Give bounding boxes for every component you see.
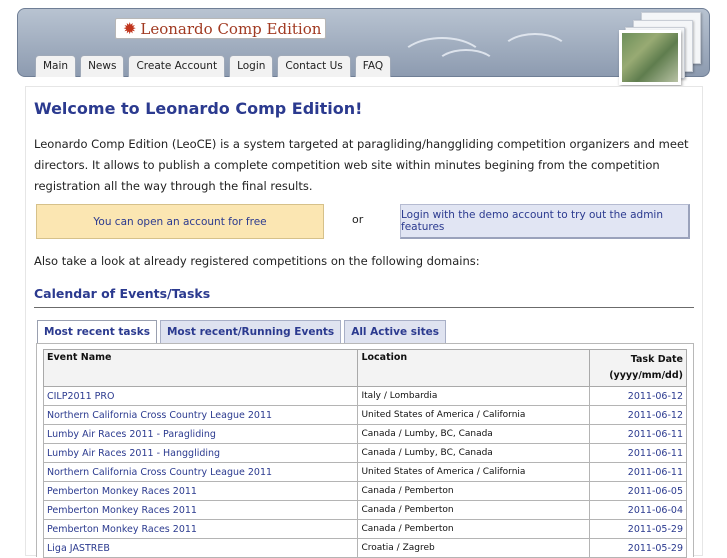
table-row xyxy=(44,406,687,425)
main-content xyxy=(25,86,703,556)
column-header-event[interactable]: Event Name xyxy=(44,350,358,387)
nav-tab-main[interactable]: Main xyxy=(35,55,76,77)
table-row xyxy=(44,482,687,501)
table-row xyxy=(44,425,687,444)
table-row xyxy=(44,387,687,406)
tab-running-events[interactable]: Most recent/Running Events xyxy=(160,320,341,343)
table-row xyxy=(44,539,687,558)
nav-tab-create-account[interactable]: Create Account xyxy=(128,55,225,77)
location-cell: Italy / Lombardia xyxy=(358,387,590,406)
task-date-link[interactable]: 2011-05-29 xyxy=(590,520,687,539)
events-panel xyxy=(36,343,694,557)
map-thumbnail xyxy=(619,30,681,85)
nav-tab-login[interactable]: Login xyxy=(229,55,273,77)
column-header-date[interactable] xyxy=(590,350,687,387)
task-date-link[interactable]: 2011-06-11 xyxy=(590,425,687,444)
table-row xyxy=(44,501,687,520)
table-header-row xyxy=(44,350,687,387)
location-cell: Croatia / Zagreb xyxy=(358,539,590,558)
paraglider-star-icon: ✹ xyxy=(123,18,137,38)
decorative-arc xyxy=(435,49,497,83)
intro-paragraph: Leonardo Comp Edition (LeoCE) is a system targeted at paragliding/hanggliding competition organizers and meet directors. It allows to publish a complete competition web site within minutes begining from the competition registration all the way through the final results. xyxy=(34,137,689,193)
location-cell: Canada / Pemberton xyxy=(358,482,590,501)
nav-tab-contact-us[interactable]: Contact Us xyxy=(277,55,350,77)
event-link[interactable]: Lumby Air Races 2011 - Hanggliding xyxy=(44,444,358,463)
task-date-link[interactable]: 2011-06-11 xyxy=(590,444,687,463)
column-header-location[interactable]: Location xyxy=(358,350,590,387)
tab-active-sites[interactable]: All Active sites xyxy=(344,320,446,343)
decorative-arc xyxy=(500,33,570,73)
demo-login-button[interactable]: Login with the demo account to try out the admin features xyxy=(400,204,690,239)
task-date-link[interactable]: 2011-06-12 xyxy=(590,406,687,425)
event-link[interactable]: Liga JASTREB xyxy=(44,539,358,558)
or-separator: or xyxy=(352,213,364,226)
table-row xyxy=(44,520,687,539)
column-header-date-line1: Task Date xyxy=(630,354,683,365)
event-link[interactable]: Northern California Cross Country League 2011 xyxy=(44,406,358,425)
calendar-tabs xyxy=(37,320,446,344)
event-link[interactable]: CILP2011 PRO xyxy=(44,387,358,406)
site-logo[interactable] xyxy=(115,18,326,39)
location-cell: Canada / Pemberton xyxy=(358,520,590,539)
task-date-link[interactable]: 2011-06-11 xyxy=(590,463,687,482)
event-link[interactable]: Pemberton Monkey Races 2011 xyxy=(44,520,358,539)
logo-text: Leonardo Comp Edition xyxy=(140,19,322,38)
task-date-link[interactable]: 2011-06-04 xyxy=(590,501,687,520)
location-cell: Canada / Lumby, BC, Canada xyxy=(358,444,590,463)
event-link[interactable]: Northern California Cross Country League 2011 xyxy=(44,463,358,482)
main-nav xyxy=(35,55,391,77)
location-cell: United States of America / California xyxy=(358,406,590,425)
divider xyxy=(34,307,694,308)
nav-tab-news[interactable]: News xyxy=(80,55,124,77)
domains-text: Also take a look at already registered competitions on the following domains: xyxy=(34,254,480,268)
open-account-button[interactable]: You can open an account for free xyxy=(36,204,324,239)
calendar-title: Calendar of Events/Tasks xyxy=(34,286,211,301)
task-date-link[interactable]: 2011-06-12 xyxy=(590,387,687,406)
location-cell: Canada / Pemberton xyxy=(358,501,590,520)
column-header-date-line2: (yyyy/mm/dd) xyxy=(609,370,683,381)
event-link[interactable]: Pemberton Monkey Races 2011 xyxy=(44,501,358,520)
task-date-link[interactable]: 2011-05-29 xyxy=(590,539,687,558)
nav-tab-faq[interactable]: FAQ xyxy=(355,55,391,77)
task-date-link[interactable]: 2011-06-05 xyxy=(590,482,687,501)
tab-most-recent-tasks[interactable]: Most recent tasks xyxy=(37,320,157,344)
location-cell: United States of America / California xyxy=(358,463,590,482)
table-row xyxy=(44,463,687,482)
location-cell: Canada / Lumby, BC, Canada xyxy=(358,425,590,444)
header-thumbnails xyxy=(613,10,713,88)
events-table xyxy=(43,349,687,558)
event-link[interactable]: Pemberton Monkey Races 2011 xyxy=(44,482,358,501)
page-title: Welcome to Leonardo Comp Edition! xyxy=(34,99,363,118)
event-link[interactable]: Lumby Air Races 2011 - Paragliding xyxy=(44,425,358,444)
table-row xyxy=(44,444,687,463)
